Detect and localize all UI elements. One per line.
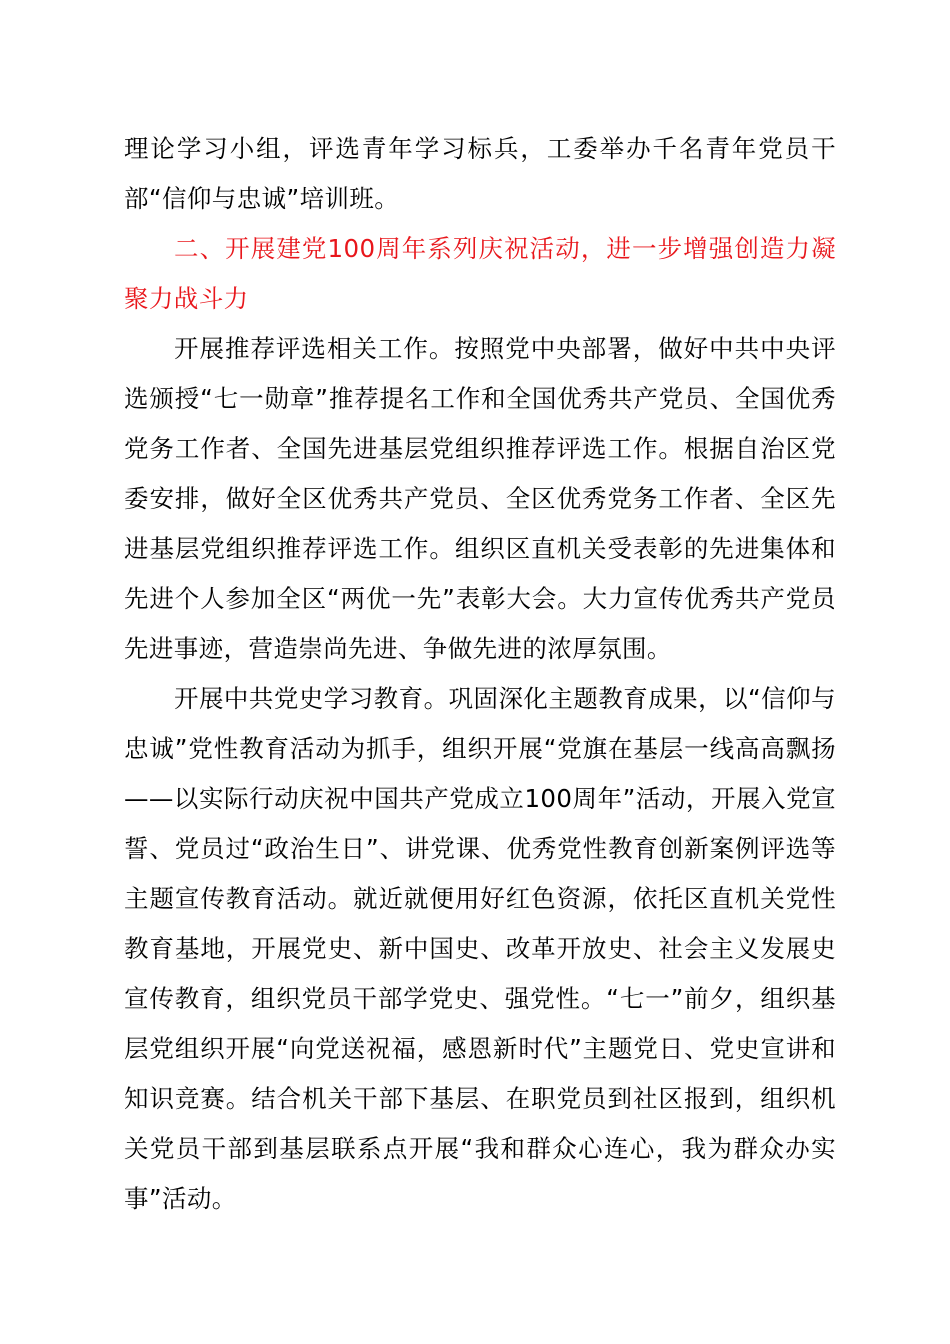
paragraph-continuation: 理论学习小组，评选青年学习标兵，工委举办千名青年党员干部“信仰与忠诚”培训班。 (124, 134, 836, 213)
section-heading: 二、开展建党100周年系列庆祝活动，进一步增强创造力凝聚力战斗力 (124, 234, 836, 313)
paragraph-party-history: 开展中共党史学习教育。巩固深化主题教育成果，以“信仰与忠诚”党性教育活动为抓手，组织开展“党旗在基层一线高高飘扬——以实际行动庆祝中国共产党成立100周年”活动，开展入党宣誓、党员过“政治生日”、讲党课、优秀党性教育创新案例评选等主题宣传教育活动。就近就便用好红色资源，依托区直机关党性教育基地，开展党史、新中国史、改革开放史、社会主义发展史宣传教育，组织党员干部学党史、强党性。“七一”前夕，组织基层党组织开展“向党送祝福，感恩新时代”主题党日、党史宣讲和知识竞赛。结合机关干部下基层、在职党员到社区报到，组织机关党员干部到基层联系点开展“我和群众心连心，我为群众办实事”活动。 (124, 684, 836, 1213)
paragraph-recommendation: 开展推荐评选相关工作。按照党中央部署，做好中共中央评选颁授“七一勋章”推荐提名工作和全国优秀共产党员、全国优秀党务工作者、全国先进基层党组织推荐评选工作。根据自治区党委安排，做好全区优秀共产党员、全区优秀党务工作者、全区先进基层党组织推荐评选工作。组织区直机关受表彰的先进集体和先进个人参加全区“两优一先”表彰大会。大力宣传优秀共产党员先进事迹，营造崇尚先进、争做先进的浓厚氛围。 (124, 334, 836, 663)
document-body (124, 124, 836, 1224)
